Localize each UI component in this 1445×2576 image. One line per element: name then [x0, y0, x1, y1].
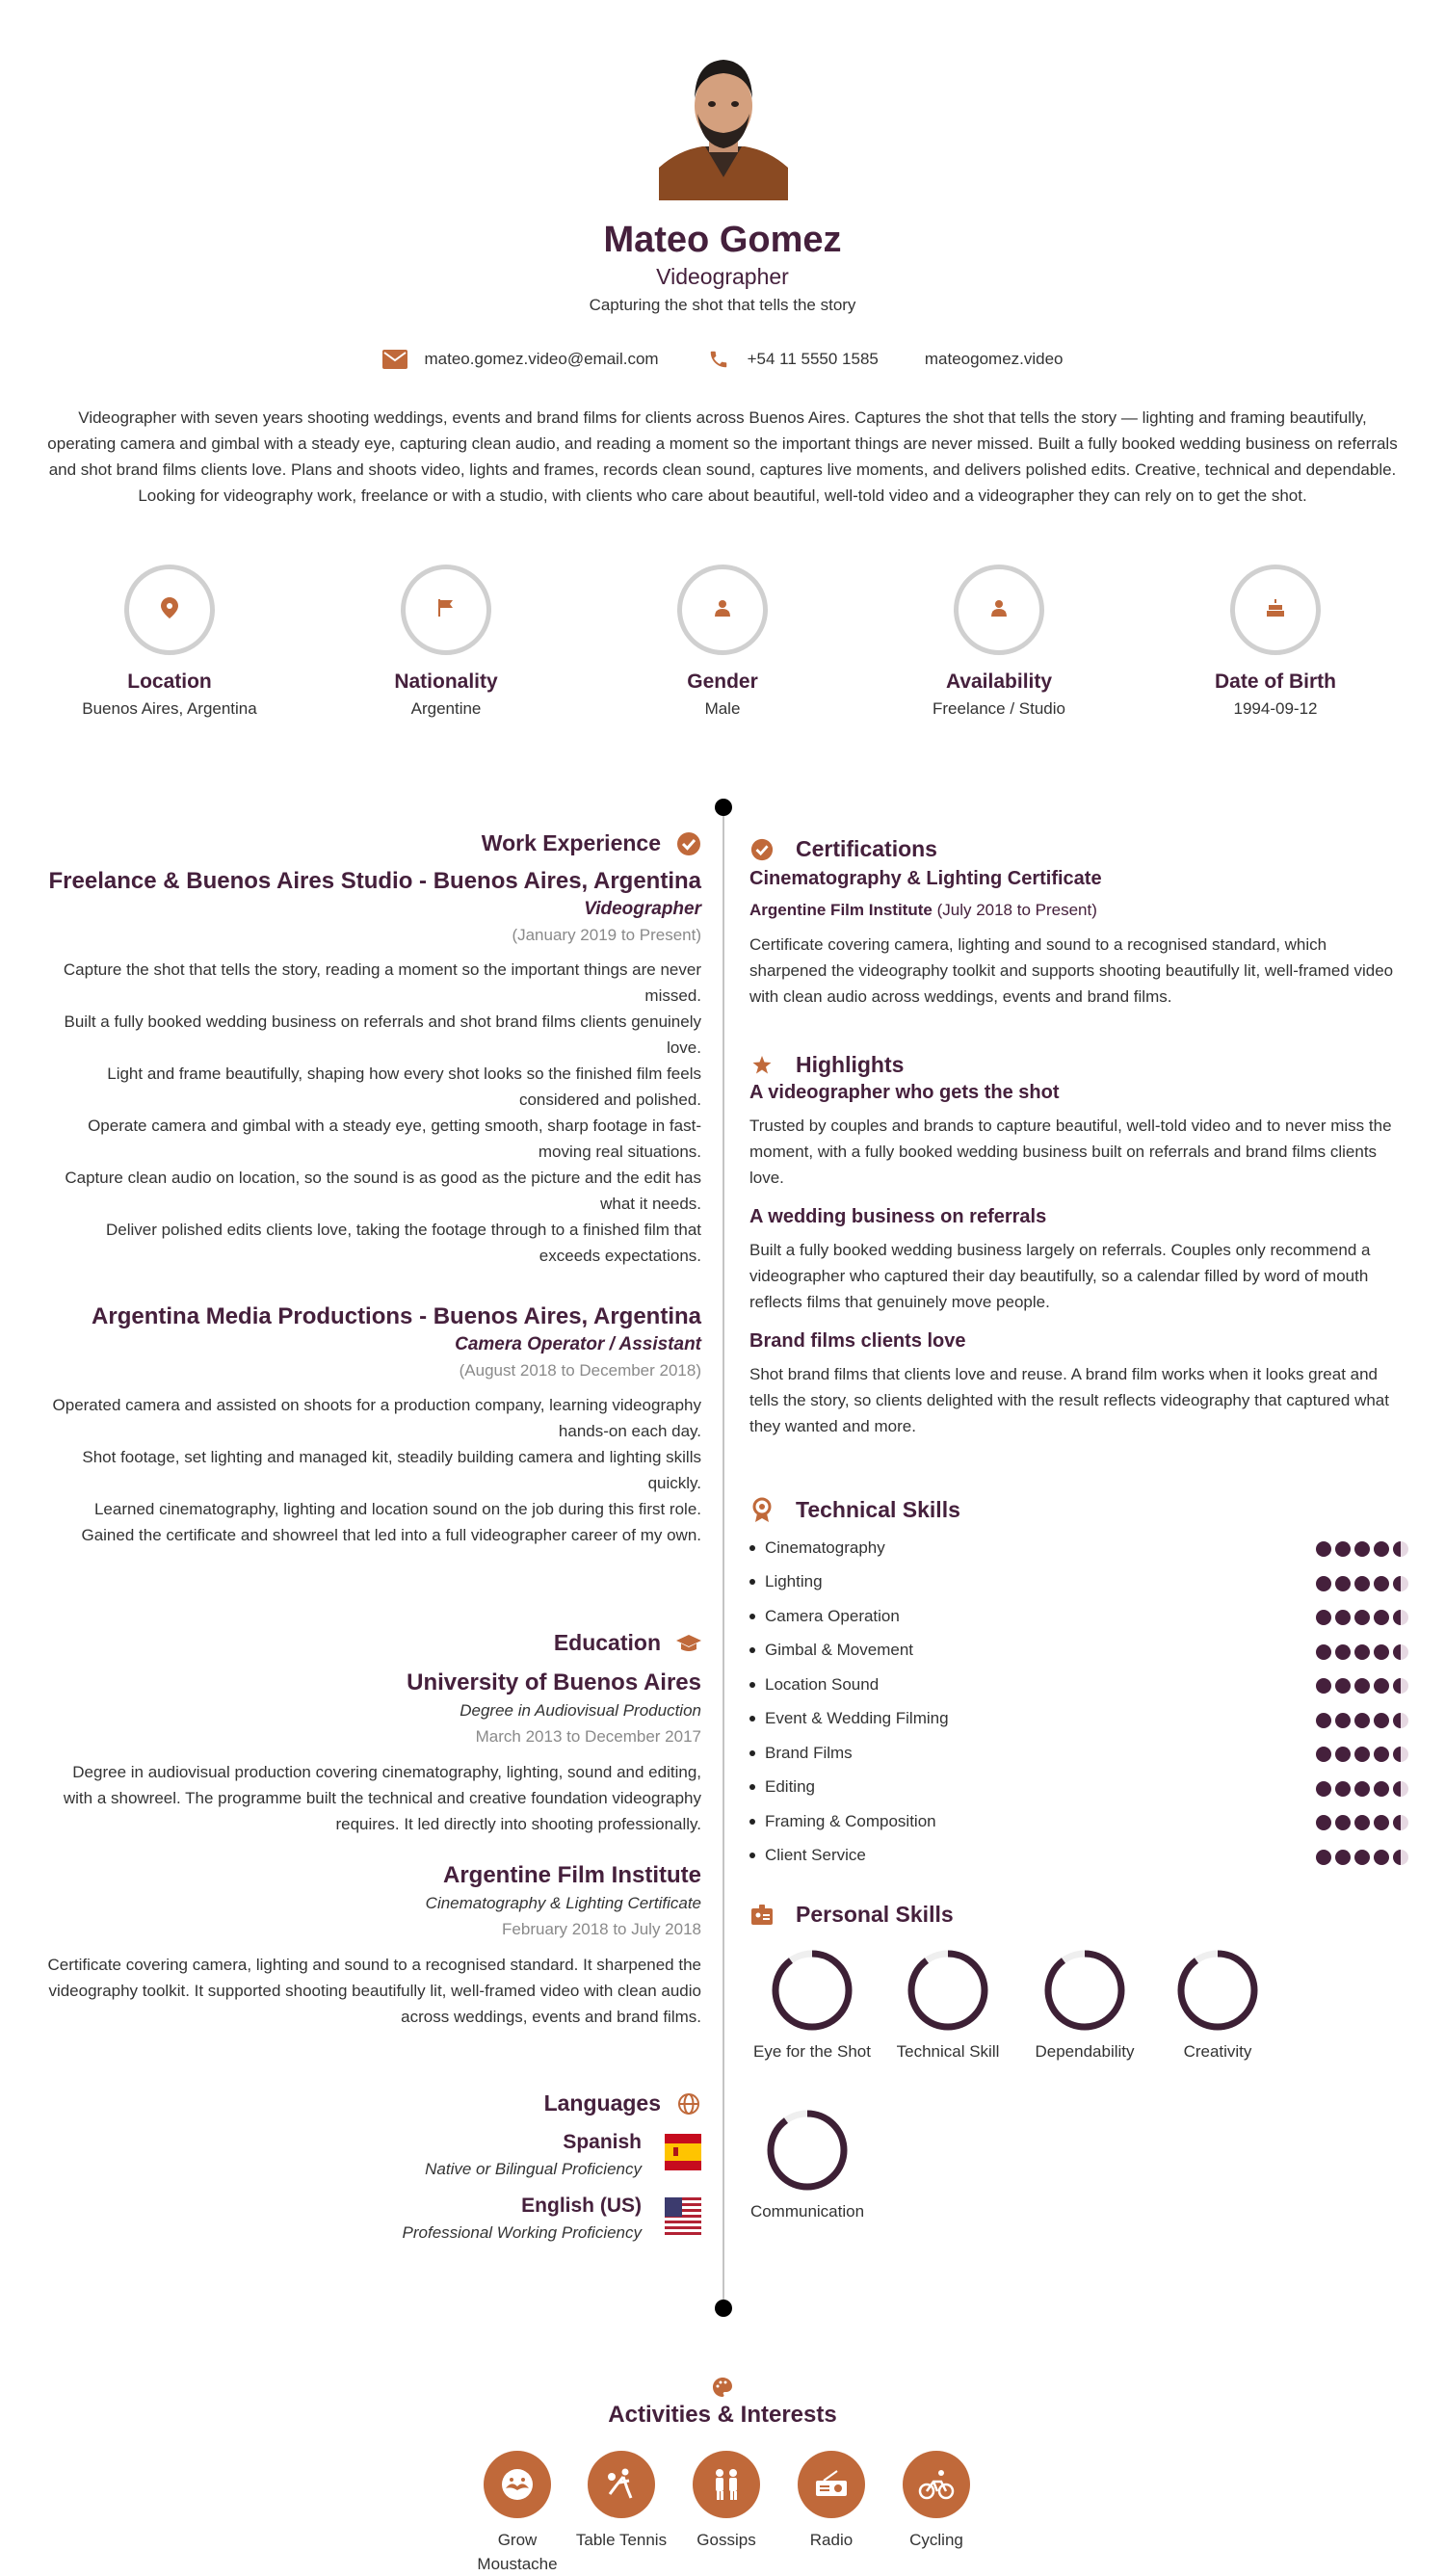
- highlight-text: Trusted by couples and brands to capture beautiful, well-told video and to never miss the moment, with a fully booked wedding business built on referrals and brand films clients love.: [749, 1117, 1392, 1187]
- skill-name: Brand Films: [765, 1743, 853, 1762]
- section-title: Education: [553, 1630, 661, 1655]
- badge-check-icon: [676, 831, 701, 856]
- rating-dot: [1335, 1541, 1351, 1557]
- certification-date: (July 2018 to Present): [936, 901, 1097, 919]
- job-bullet: Shot footage, set lighting and managed kit, steadily building camera and lighting skills quickly.: [82, 1448, 701, 1492]
- interest-label: Radio: [809, 2531, 854, 2549]
- info-availability: [861, 565, 1137, 719]
- contact-bar: [0, 349, 1445, 370]
- ring-fill: [771, 2114, 844, 2187]
- rating-dot: [1354, 1850, 1370, 1865]
- award-ribbon-icon: [749, 1498, 775, 1523]
- rating-dot: [1374, 1644, 1389, 1660]
- location-pin-icon: [161, 597, 178, 623]
- info-label: Location: [127, 670, 212, 693]
- language-name: Spanish: [563, 2131, 642, 2153]
- skill-row: [749, 1599, 1408, 1634]
- rating-dot: [1393, 1850, 1408, 1865]
- interest-label: Cycling: [909, 2531, 963, 2549]
- work-experience-section: [42, 830, 701, 1548]
- rating-dot: [1374, 1576, 1389, 1591]
- info-label: Availability: [945, 670, 1053, 693]
- phone-text[interactable]: +54 11 5550 1585: [747, 350, 879, 368]
- skill-rating: [1312, 1850, 1408, 1865]
- skill-name: Framing & Composition: [765, 1811, 936, 1830]
- rating-dot: [1393, 1644, 1408, 1660]
- skill-ring-item: [749, 2108, 865, 2221]
- interest-item: [673, 2451, 779, 2552]
- job-bullet: Light and frame beautifully, shaping how every shot looks so the finished film feels considered and polished.: [107, 1065, 701, 1109]
- skill-rating: [1312, 1644, 1408, 1660]
- info-value: Argentine: [410, 699, 482, 718]
- info-value: Freelance / Studio: [933, 699, 1065, 718]
- section-title: Certifications: [796, 836, 937, 861]
- interest-item: [464, 2451, 570, 2576]
- skill-row: [749, 1804, 1408, 1839]
- rating-dot: [1354, 1781, 1370, 1797]
- skill-row: [749, 1531, 1408, 1565]
- rating-dot: [1393, 1713, 1408, 1728]
- interest-label: Grow Moustache: [477, 2531, 558, 2573]
- profile-summary: Videographer with seven years shooting weddings, events and brand films for clients across Buenos Aires. Captures the shot that tells the story — lighting and framing beautifully, operating camera and gimbal with a steady eye, capturing clean audio, and reading a moment so the important things are never missed. Built a fully booked wedding business on referrals and shot brand films clients love. Plans and shoots video, lights and frames, records clean sound, captures live moments, and delivers polished edits. Creative, technical and dependable. Looking for videography work, freelance or with a studio, with clients who care about beautiful, well-told video and a videographer they can rely on to get the shot.: [47, 408, 1398, 505]
- rating-dot: [1374, 1781, 1389, 1797]
- rating-dot: [1374, 1815, 1389, 1830]
- rating-dot: [1335, 1644, 1351, 1660]
- info-value: Buenos Aires, Argentina: [82, 699, 257, 718]
- info-location: [32, 565, 307, 719]
- rating-dot: [1335, 1815, 1351, 1830]
- info-nationality: [308, 565, 584, 719]
- rating-dot: [1335, 1713, 1351, 1728]
- highlight-title: Brand films clients love: [749, 1330, 966, 1352]
- rating-dot: [1354, 1644, 1370, 1660]
- skill-rating: [1312, 1678, 1408, 1694]
- education-description: Degree in audiovisual production covering cinematography, lighting, sound and editing, with a showreel. The programme built the technical and creative foundation videography requires. It led directly into shooting professionally.: [63, 1763, 701, 1833]
- school-name: Argentine Film Institute: [442, 1862, 701, 1888]
- skill-name: Editing: [765, 1777, 815, 1797]
- skill-ring: [1042, 1948, 1127, 2033]
- ring-fill: [1048, 1954, 1121, 2027]
- ring-fill: [1181, 1954, 1254, 2027]
- language-entry: [42, 2128, 701, 2182]
- personal-skills-section: [749, 1902, 1408, 2220]
- skill-ring: [770, 1948, 854, 2033]
- star-hand-icon: [749, 1053, 775, 1078]
- skill-ring-item: [749, 1948, 875, 2062]
- job-bullet: Built a fully booked wedding business on referrals and shot brand films clients genuinely love.: [64, 1012, 701, 1057]
- rating-dot: [1354, 1541, 1370, 1557]
- skill-row: [749, 1634, 1408, 1669]
- rating-dot: [1354, 1576, 1370, 1591]
- skill-rating: [1312, 1576, 1408, 1591]
- interest-label: Gossips: [696, 2531, 756, 2549]
- job-bullets: [42, 957, 701, 1269]
- rating-dot: [1316, 1610, 1331, 1625]
- skill-name: Camera Operation: [765, 1606, 900, 1625]
- rating-dot: [1393, 1678, 1408, 1694]
- rating-dot: [1316, 1576, 1331, 1591]
- info-label: Date of Birth: [1215, 670, 1336, 693]
- email-text[interactable]: mateo.gomez.video@email.com: [424, 350, 659, 368]
- bullet-dot: [749, 1579, 755, 1585]
- skill-ring-label: Technical Skill: [896, 2042, 1000, 2061]
- rating-dot: [1335, 1781, 1351, 1797]
- skill-name: Cinematography: [765, 1538, 885, 1557]
- ring-fill: [911, 1954, 985, 2027]
- rating-dot: [1316, 1850, 1331, 1865]
- skill-ring-item: [890, 1948, 1006, 2062]
- skill-row: [749, 1771, 1408, 1805]
- certification-description: Certificate covering camera, lighting and sound to a recognised standard, which sharpened the videography toolkit and supports shooting beautifully lit, well-framed video with clean audio across weddings, events and brand films.: [749, 935, 1394, 1006]
- education-entry: [42, 1860, 701, 2030]
- job-bullet: Operate camera and gimbal with a steady eye, getting smooth, sharp footage in fast-moving real situations.: [88, 1117, 701, 1161]
- rating-dot: [1374, 1610, 1389, 1625]
- language-level: Professional Working Proficiency: [402, 2223, 642, 2242]
- skill-ring-item: [1160, 1948, 1275, 2062]
- skill-name: Client Service: [765, 1846, 866, 1865]
- skill-ring-label: Communication: [749, 2202, 865, 2221]
- interest-item: [568, 2451, 674, 2552]
- info-date-of-birth: [1138, 565, 1413, 719]
- education-section: [42, 1630, 701, 2030]
- rating-dot: [1316, 1644, 1331, 1660]
- highlight-title: A videographer who gets the shot: [749, 1082, 1060, 1103]
- education-entry: [42, 1668, 701, 1837]
- rating-dot: [1393, 1576, 1408, 1591]
- skill-rating: [1312, 1713, 1408, 1728]
- skill-row: [749, 1839, 1408, 1874]
- skill-ring-label: Dependability: [1035, 2042, 1135, 2061]
- tagline: Capturing the shot that tells the story: [589, 296, 856, 314]
- job-date: (August 2018 to December 2018): [459, 1361, 701, 1380]
- rating-dot: [1393, 1747, 1408, 1762]
- spain-flag-icon: [665, 2134, 701, 2170]
- rating-dot: [1374, 1678, 1389, 1694]
- job-role: Camera Operator / Assistant: [455, 1334, 701, 1354]
- interest-item: [883, 2451, 989, 2552]
- skill-rating: [1312, 1610, 1408, 1625]
- school-name: University of Buenos Aires: [407, 1669, 701, 1695]
- skill-ring: [1175, 1948, 1260, 2033]
- section-title: Highlights: [796, 1052, 905, 1077]
- highlight-title: A wedding business on referrals: [749, 1206, 1047, 1227]
- rating-dot: [1316, 1678, 1331, 1694]
- job-date: (January 2019 to Present): [512, 926, 701, 944]
- flag-icon: [437, 598, 455, 622]
- bullet-dot: [749, 1647, 755, 1653]
- rating-dot: [1393, 1541, 1408, 1557]
- skill-row: [749, 1736, 1408, 1771]
- bullet-dot: [749, 1716, 755, 1722]
- job-entry: [42, 1301, 701, 1548]
- globe-icon: [676, 2091, 701, 2116]
- avatar: [659, 42, 788, 200]
- moustache-icon: [484, 2451, 551, 2518]
- certification-name: Cinematography & Lighting Certificate: [749, 868, 1102, 889]
- personal-info-row: [32, 565, 1413, 728]
- timeline-bottom-dot: [715, 2300, 732, 2317]
- cycling-icon: [903, 2451, 970, 2518]
- contact-website[interactable]: [925, 350, 1064, 369]
- info-value: Male: [704, 699, 741, 718]
- rating-dot: [1354, 1610, 1370, 1625]
- job-title: Freelance & Buenos Aires Studio - Buenos Aires, Argentina: [48, 868, 701, 894]
- bullet-dot: [749, 1545, 755, 1551]
- interests-title: Activities & Interests: [608, 2402, 837, 2428]
- degree: Degree in Audiovisual Production: [460, 1701, 701, 1720]
- radio-icon: [798, 2451, 865, 2518]
- timeline-line: [722, 806, 724, 2309]
- rating-dot: [1374, 1541, 1389, 1557]
- language-name: English (US): [521, 2195, 642, 2217]
- job-bullet: Gained the certificate and showreel that led into a full videographer career of my own.: [81, 1526, 701, 1544]
- skill-rating: [1312, 1815, 1408, 1830]
- skill-name: Lighting: [765, 1572, 823, 1591]
- person-icon: [714, 599, 731, 621]
- certification-org: Argentine Film Institute: [749, 901, 933, 919]
- rating-dot: [1316, 1541, 1331, 1557]
- job-bullet: Capture clean audio on location, so the sound is as good as the picture and the edit has what it needs.: [65, 1169, 701, 1213]
- person-icon: [990, 599, 1008, 621]
- job-bullet: Learned cinematography, lighting and location sound on the job during this first role.: [93, 1500, 701, 1518]
- interest-label: Table Tennis: [575, 2531, 668, 2549]
- email-icon: [381, 349, 408, 370]
- rating-dot: [1354, 1713, 1370, 1728]
- rating-dot: [1354, 1815, 1370, 1830]
- skill-rating: [1312, 1747, 1408, 1762]
- usa-flag-icon: [665, 2197, 701, 2234]
- contact-phone[interactable]: [705, 349, 879, 370]
- bullet-dot: [749, 1819, 755, 1825]
- certifications-section: [749, 836, 1408, 1010]
- education-date: February 2018 to July 2018: [502, 1920, 701, 1938]
- degree: Cinematography & Lighting Certificate: [425, 1894, 701, 1912]
- rating-dot: [1393, 1610, 1408, 1625]
- job-bullets: [42, 1392, 701, 1548]
- table-tennis-icon: [588, 2451, 655, 2518]
- rating-dot: [1374, 1713, 1389, 1728]
- job-role: Videographer: [584, 899, 701, 919]
- skill-ring-label: Creativity: [1183, 2042, 1252, 2061]
- contact-email[interactable]: [381, 349, 658, 370]
- skill-ring: [906, 1948, 990, 2033]
- highlight-text: Shot brand films that clients love and reuse. A brand film works when it looks great and tells the story, so clients delighted with the result reflects videography that captured what they wanted and more.: [749, 1365, 1389, 1435]
- bullet-dot: [749, 1784, 755, 1790]
- skill-rating: [1312, 1541, 1408, 1557]
- rating-dot: [1354, 1747, 1370, 1762]
- info-gender: [585, 565, 860, 719]
- highlights-section: [749, 1052, 1408, 1439]
- ring-fill: [775, 1954, 849, 2027]
- info-label: Gender: [687, 670, 758, 693]
- person-name: Mateo Gomez: [603, 220, 842, 260]
- skill-ring-label: Eye for the Shot: [753, 2042, 871, 2061]
- job-entry: [42, 866, 701, 1269]
- skill-row: [749, 1668, 1408, 1702]
- job-title: Argentina Media Productions - Buenos Aires, Argentina: [92, 1303, 701, 1329]
- rating-dot: [1316, 1747, 1331, 1762]
- job-bullet: Deliver polished edits clients love, taking the footage through to a finished film that exceeds expectations.: [105, 1221, 701, 1265]
- bullet-dot: [749, 1750, 755, 1756]
- job-bullet: Operated camera and assisted on shoots for a production company, learning videography hands-on each day.: [52, 1396, 701, 1440]
- rating-dot: [1316, 1815, 1331, 1830]
- skill-row: [749, 1565, 1408, 1600]
- rating-dot: [1354, 1678, 1370, 1694]
- technical-skills-section: [749, 1497, 1408, 1873]
- education-date: March 2013 to December 2017: [475, 1727, 701, 1746]
- rating-dot: [1374, 1850, 1389, 1865]
- skill-name: Gimbal & Movement: [765, 1641, 913, 1660]
- language-level: Native or Bilingual Proficiency: [425, 2160, 642, 2178]
- languages-section: [42, 2090, 701, 2246]
- section-title: Personal Skills: [796, 1902, 954, 1927]
- info-value: 1994-09-12: [1233, 699, 1318, 718]
- timeline-top-dot: [715, 799, 732, 816]
- section-title: Work Experience: [481, 830, 661, 855]
- interest-item: [778, 2451, 884, 2552]
- language-entry: [42, 2192, 701, 2246]
- bullet-dot: [749, 1853, 755, 1858]
- rating-dot: [1335, 1850, 1351, 1865]
- graduation-cap-icon: [676, 1631, 701, 1656]
- section-title: Technical Skills: [796, 1497, 960, 1522]
- rating-dot: [1393, 1781, 1408, 1797]
- skill-name: Location Sound: [765, 1674, 880, 1694]
- cake-icon: [1266, 598, 1285, 622]
- badge-check-icon: [749, 837, 775, 862]
- info-label: Nationality: [394, 670, 498, 693]
- technical-skills-list: [749, 1531, 1408, 1873]
- rating-dot: [1335, 1576, 1351, 1591]
- gossip-people-icon: [693, 2451, 760, 2518]
- skill-name: Event & Wedding Filming: [765, 1709, 949, 1728]
- rating-dot: [1316, 1713, 1331, 1728]
- id-badge-icon: [749, 1903, 775, 1928]
- rating-dot: [1335, 1747, 1351, 1762]
- job-bullet: Capture the shot that tells the story, reading a moment so the important things are never missed.: [63, 960, 701, 1005]
- rating-dot: [1374, 1747, 1389, 1762]
- section-title: Languages: [543, 2090, 661, 2116]
- website-text[interactable]: mateogomez.video: [924, 350, 1064, 368]
- skill-row: [749, 1702, 1408, 1737]
- skill-rating: [1312, 1781, 1408, 1797]
- palette-icon: [711, 2376, 734, 2404]
- bullet-dot: [749, 1614, 755, 1619]
- rating-dot: [1393, 1815, 1408, 1830]
- phone-icon: [705, 349, 732, 370]
- highlight-text: Built a fully booked wedding business largely on referrals. Couples only recommend a videographer who captured their day beautifully, so a calendar filled by word of mouth reflects films that genuinely move people.: [749, 1241, 1371, 1311]
- skill-ring-item: [1027, 1948, 1143, 2062]
- bullet-dot: [749, 1682, 755, 1688]
- education-description: Certificate covering camera, lighting and sound to a recognised standard. It sharpened the videography toolkit. It supported shooting beautifully lit, well-framed video with clean audio across weddings, events and brand films.: [47, 1956, 701, 2026]
- rating-dot: [1335, 1678, 1351, 1694]
- skill-ring: [765, 2108, 850, 2193]
- person-role: Videographer: [656, 264, 789, 289]
- rating-dot: [1316, 1781, 1331, 1797]
- rating-dot: [1335, 1610, 1351, 1625]
